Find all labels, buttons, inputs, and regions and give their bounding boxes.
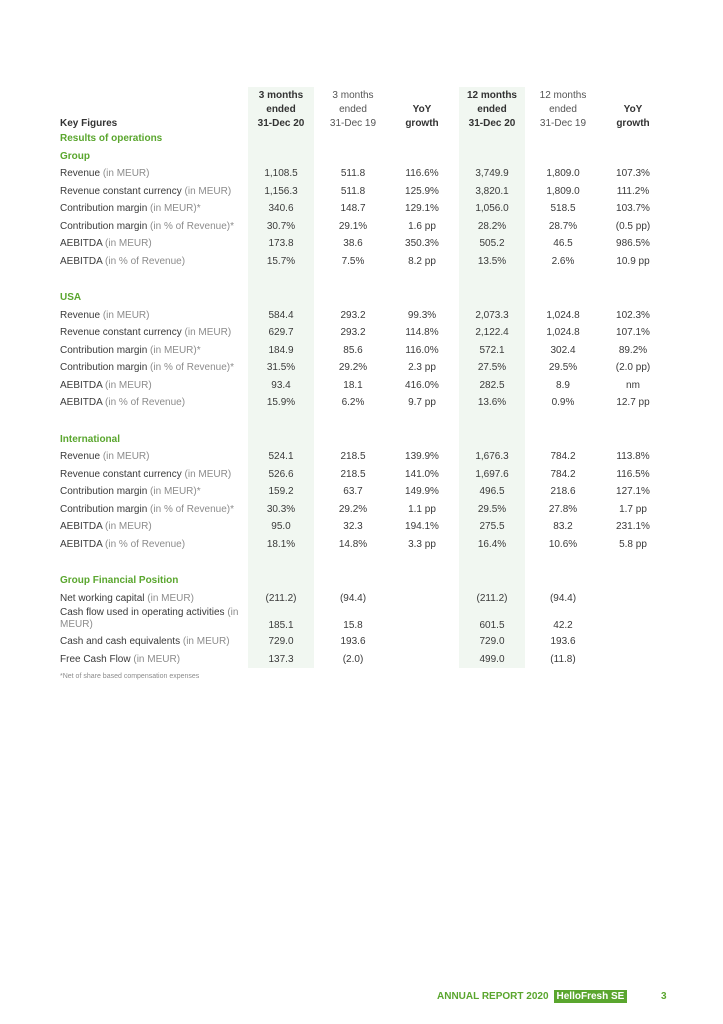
table-cell: 28.7% [548, 220, 578, 232]
section-title-row [0, 148, 723, 166]
table-cell: 10.6% [548, 538, 578, 550]
row-label-unit: (in % of Revenue) [105, 397, 186, 408]
table-cell: 784.2 [550, 468, 576, 480]
column-header-line: growth [405, 118, 439, 129]
row-label-text: Contribution margin [60, 203, 151, 214]
table-cell: 629.7 [268, 327, 294, 338]
table-cell: 95.0 [271, 521, 291, 532]
table-row [0, 518, 723, 536]
table-cell: 185.1 [268, 620, 294, 631]
table-cell: 1,156.3 [264, 185, 298, 197]
table-cell: 2,073.3 [475, 309, 509, 321]
table-cell: 27.8% [548, 503, 578, 515]
table-cell: 139.9% [405, 451, 439, 462]
column-header-line: ended [339, 104, 367, 115]
table-cell: 63.7 [343, 486, 363, 497]
column-header-line: 31-Dec 19 [539, 118, 587, 129]
table-cell: 2.6% [551, 255, 575, 267]
column-header-4 [459, 89, 525, 131]
table-cell: 85.6 [343, 344, 363, 356]
row-label-unit: (in % of Revenue)* [150, 362, 234, 373]
table-row [0, 483, 723, 501]
table-cell: (2.0) [342, 653, 364, 665]
column-header-line: ended [549, 104, 577, 115]
table-cell: 350.3% [405, 238, 439, 249]
row-label [60, 235, 250, 253]
row-label-unit: (in MEUR) [102, 309, 150, 321]
row-label-text: AEBITDA [60, 521, 106, 532]
table-cell: 173.8 [268, 238, 294, 249]
table-cell: 14.8% [338, 538, 368, 550]
table-cell: 18.1% [266, 538, 296, 550]
table-row [0, 200, 723, 218]
row-label-unit: (in MEUR)* [150, 486, 201, 497]
table-cell: 6.2% [341, 397, 365, 408]
table-cell: 1,697.6 [475, 468, 509, 480]
row-label-text: Revenue constant currency [60, 327, 185, 338]
table-row [0, 448, 723, 466]
table-cell: 572.1 [479, 344, 505, 356]
table-cell: 524.1 [268, 451, 294, 462]
table-cell: 1,809.0 [546, 168, 580, 179]
row-label-text: Net working capital [60, 592, 148, 604]
table-cell: 218.5 [340, 468, 366, 480]
table-cell: 15.8 [343, 620, 363, 631]
table-cell: 29.2% [338, 503, 368, 515]
table-cell: 107.1% [616, 327, 650, 338]
row-label [60, 324, 250, 342]
table-cell: 302.4 [550, 344, 576, 356]
table-cell: 184.9 [268, 344, 294, 356]
table-cell: 89.2% [618, 344, 648, 356]
table-cell: 193.6 [340, 636, 366, 647]
page-number: 3 [661, 991, 667, 1002]
table-cell: 416.0% [405, 379, 439, 391]
table-cell: 27.5% [477, 362, 507, 373]
row-label [60, 448, 250, 466]
table-cell: 218.6 [550, 486, 576, 497]
row-label-unit: (in MEUR)* [150, 344, 201, 356]
row-label-unit: (in % of Revenue) [105, 538, 186, 550]
section-title: Group [60, 150, 90, 162]
table-cell: 7.5% [341, 255, 365, 267]
table-cell: 729.0 [479, 636, 505, 647]
table-cell: 13.6% [477, 397, 507, 408]
row-label-text: Free Cash Flow [60, 653, 134, 665]
column-header-line: YoY [412, 104, 432, 115]
column-header-line: 31-Dec 20 [468, 118, 516, 129]
table-cell: 116.0% [405, 344, 439, 356]
row-label-text: AEBITDA [60, 238, 106, 249]
section-title-row [0, 572, 723, 590]
section-spacer [0, 553, 723, 572]
table-cell: 125.9% [405, 185, 439, 197]
table-row [0, 235, 723, 253]
table-cell: 1,108.5 [264, 168, 298, 179]
key-figures-heading: Key Figures [60, 118, 118, 129]
table-cell: 116.5% [616, 468, 650, 480]
section-title: Group Financial Position [60, 575, 179, 586]
column-header-6 [600, 89, 666, 131]
table-cell: 9.7 pp [408, 397, 436, 408]
table-cell: 113.8% [616, 451, 650, 462]
row-label [60, 183, 250, 201]
row-label-text: Contribution margin [60, 220, 151, 232]
table-cell: 111.2% [616, 185, 650, 197]
row-label-unit: (in MEUR) [147, 592, 194, 604]
table-row [0, 536, 723, 554]
section-title: International [60, 433, 121, 445]
row-label-text: Contribution margin [60, 503, 151, 515]
table-cell: 29.1% [338, 220, 368, 232]
table-row [0, 501, 723, 519]
table-cell: 3,749.9 [475, 168, 509, 179]
row-label [60, 633, 250, 651]
row-label-text: Revenue [60, 451, 103, 462]
table-cell: 31.5% [266, 362, 296, 373]
table-cell: 116.6% [405, 168, 439, 179]
section-title: Results of operations [60, 133, 163, 144]
table-cell: 584.4 [268, 309, 294, 321]
table-cell: 159.2 [268, 486, 294, 497]
table-cell: (2.0 pp) [615, 362, 651, 373]
column-header-2 [320, 89, 386, 131]
table-row [0, 324, 723, 342]
row-label [60, 394, 250, 412]
row-label [60, 483, 250, 501]
table-cell: 93.4 [271, 379, 291, 391]
table-cell: 1,056.0 [475, 203, 509, 214]
row-label [60, 651, 250, 669]
table-cell: 511.8 [340, 168, 366, 179]
table-cell: 526.6 [268, 468, 294, 480]
row-label-unit: (in MEUR) [184, 185, 232, 197]
column-header-line: ended [266, 104, 296, 115]
column-header-line: 31-Dec 19 [329, 118, 377, 129]
column-header-line: growth [616, 118, 650, 129]
section-title-row [0, 431, 723, 449]
table-row [0, 253, 723, 271]
table-row [0, 394, 723, 412]
table-cell: 28.2% [477, 220, 507, 232]
table-cell: (211.2) [476, 592, 508, 604]
table-cell: 601.5 [479, 620, 505, 631]
row-label-unit: (in MEUR) [133, 653, 181, 665]
table-row [0, 633, 723, 651]
table-cell: 29.2% [338, 362, 368, 373]
table-cell: 149.9% [405, 486, 439, 497]
table-cell: 10.9 pp [616, 255, 650, 267]
row-label-unit: (in MEUR) [105, 238, 152, 249]
table-cell: 986.5% [616, 238, 650, 249]
row-label-unit: (in MEUR) [184, 468, 232, 480]
table-cell: 102.3% [616, 309, 650, 321]
row-label [60, 607, 250, 631]
table-cell: 293.2 [340, 327, 366, 338]
table-cell: 2.3 pp [408, 362, 436, 373]
row-label [60, 466, 250, 484]
row-label-unit: (in MEUR) [105, 521, 152, 532]
table-cell: 15.9% [266, 397, 296, 408]
table-cell: 42.2 [553, 620, 573, 631]
row-label [60, 307, 250, 325]
row-label-text: AEBITDA [60, 538, 106, 550]
table-row [0, 466, 723, 484]
row-label-text: Revenue [60, 168, 103, 179]
row-label [60, 536, 250, 554]
table-cell: 148.7 [340, 203, 366, 214]
table-cell: 1,809.0 [546, 185, 580, 197]
row-label-unit: (in % of Revenue) [105, 255, 186, 267]
table-cell: 293.2 [340, 309, 366, 321]
column-header-line: YoY [623, 104, 643, 115]
table-cell: 1,024.8 [546, 327, 580, 338]
row-label-text: Revenue [60, 309, 103, 321]
table-row [0, 377, 723, 395]
row-label-text: AEBITDA [60, 379, 106, 391]
table-cell: 32.3 [343, 521, 363, 532]
row-label-unit: (in MEUR) [60, 607, 239, 630]
section-title: USA [60, 292, 82, 303]
row-label [60, 165, 250, 183]
row-label [60, 359, 250, 377]
table-cell: 30.7% [266, 220, 296, 232]
row-label-text: AEBITDA [60, 397, 106, 408]
row-label [60, 501, 250, 519]
table-row [0, 307, 723, 325]
table-cell: (94.4) [339, 592, 367, 604]
row-label-text: Contribution margin [60, 486, 151, 497]
table-cell: 99.3% [407, 309, 437, 321]
table-cell: 518.5 [550, 203, 576, 214]
row-label-text: Revenue constant currency [60, 468, 185, 480]
row-label [60, 218, 250, 236]
table-cell: 8.2 pp [408, 255, 436, 267]
table-cell: (94.4) [549, 592, 577, 604]
table-cell: 15.7% [266, 255, 296, 267]
table-cell: 0.9% [551, 397, 575, 408]
row-label [60, 200, 250, 218]
column-header-5 [530, 89, 596, 131]
column-header-line: 12 months [466, 90, 517, 101]
table-cell: 275.5 [479, 521, 505, 532]
section-title-row [0, 130, 723, 148]
table-cell: 141.0% [405, 468, 439, 480]
table-cell: 499.0 [479, 653, 505, 665]
table-cell: 107.3% [616, 168, 650, 179]
row-label [60, 377, 250, 395]
table-row [0, 651, 723, 669]
table-row [0, 165, 723, 183]
table-cell: 784.2 [550, 451, 576, 462]
column-header-line: 12 months [539, 90, 587, 101]
row-label-text: Contribution margin [60, 344, 151, 356]
table-cell: 13.5% [477, 255, 507, 267]
table-cell: (0.5 pp) [615, 220, 651, 232]
row-label-unit: (in % of Revenue)* [150, 503, 234, 515]
key-figures-table [0, 130, 723, 668]
row-label-unit: (in MEUR)* [150, 203, 201, 214]
table-cell: 340.6 [268, 203, 294, 214]
column-header-line: 3 months [332, 90, 374, 101]
row-label-unit: (in MEUR) [182, 636, 230, 647]
table-cell: 3,820.1 [475, 185, 509, 197]
table-cell: (211.2) [265, 592, 297, 604]
table-cell: 5.8 pp [619, 538, 647, 550]
column-header-line: 31-Dec 20 [257, 118, 305, 129]
table-cell: 2,122.4 [475, 327, 509, 338]
table-cell: 129.1% [405, 203, 439, 214]
column-header-line: ended [477, 104, 507, 115]
table-row [0, 359, 723, 377]
column-header-3 [389, 89, 455, 131]
section-spacer [0, 270, 723, 289]
table-cell: 29.5% [548, 362, 578, 373]
row-label-text: Contribution margin [60, 362, 151, 373]
row-label [60, 590, 250, 608]
row-label [60, 342, 250, 360]
table-cell: 83.2 [553, 521, 573, 532]
brand-label: HelloFresh SE [554, 990, 628, 1003]
table-cell: 218.5 [340, 451, 366, 462]
table-cell: 8.9 [556, 379, 570, 391]
table-cell: 511.8 [340, 185, 366, 197]
table-cell: 16.4% [477, 538, 507, 550]
table-cell: 103.7% [616, 203, 650, 214]
table-cell: 1,024.8 [546, 309, 580, 321]
row-label-text: Cash and cash equivalents [60, 636, 183, 647]
table-cell: 282.5 [479, 379, 505, 391]
row-label-unit: (in MEUR) [105, 379, 152, 391]
table-cell: 12.7 pp [616, 397, 650, 408]
table-cell: 46.5 [553, 238, 573, 249]
row-label [60, 518, 250, 536]
row-label [60, 253, 250, 271]
row-label-unit: (in MEUR) [102, 168, 150, 179]
table-cell: 729.0 [268, 636, 294, 647]
column-header-line: 3 months [258, 90, 304, 101]
section-title-row [0, 289, 723, 307]
table-cell: 127.1% [616, 486, 650, 497]
page-footer [437, 990, 667, 1003]
table-cell: 505.2 [479, 238, 505, 249]
table-cell: 18.1 [343, 379, 363, 391]
table-row [0, 218, 723, 236]
footnote: *Net of share based compensation expenses [60, 673, 200, 680]
table-row [0, 590, 723, 608]
table-cell: 3.3 pp [408, 538, 436, 550]
table-cell: nm [626, 379, 640, 391]
table-header [0, 89, 723, 131]
row-label-text: AEBITDA [60, 255, 106, 267]
section-spacer [0, 412, 723, 431]
table-cell: 137.3 [268, 653, 294, 665]
table-cell: 193.6 [550, 636, 576, 647]
row-label-unit: (in MEUR) [184, 327, 232, 338]
row-label-unit: (in MEUR) [102, 451, 150, 462]
report-title: ANNUAL REPORT 2020 [437, 991, 549, 1002]
table-cell: 1,676.3 [475, 451, 509, 462]
table-cell: 1.6 pp [408, 220, 436, 232]
table-cell: 114.8% [405, 327, 439, 338]
table-row [0, 607, 723, 633]
table-cell: 194.1% [405, 521, 439, 532]
table-cell: 1.7 pp [619, 503, 647, 515]
row-label-text: Cash flow used in operating activities [60, 607, 228, 618]
table-cell: (11.8) [550, 653, 576, 665]
table-cell: 38.6 [343, 238, 363, 249]
table-cell: 30.3% [266, 503, 296, 515]
row-label-unit: (in % of Revenue)* [150, 220, 234, 232]
table-cell: 1.1 pp [408, 503, 436, 515]
table-row [0, 183, 723, 201]
column-header-1 [248, 89, 314, 131]
table-cell: 29.5% [477, 503, 507, 515]
table-cell: 496.5 [479, 486, 505, 497]
table-cell: 231.1% [616, 521, 650, 532]
table-row [0, 342, 723, 360]
row-label-text: Revenue constant currency [60, 185, 185, 197]
